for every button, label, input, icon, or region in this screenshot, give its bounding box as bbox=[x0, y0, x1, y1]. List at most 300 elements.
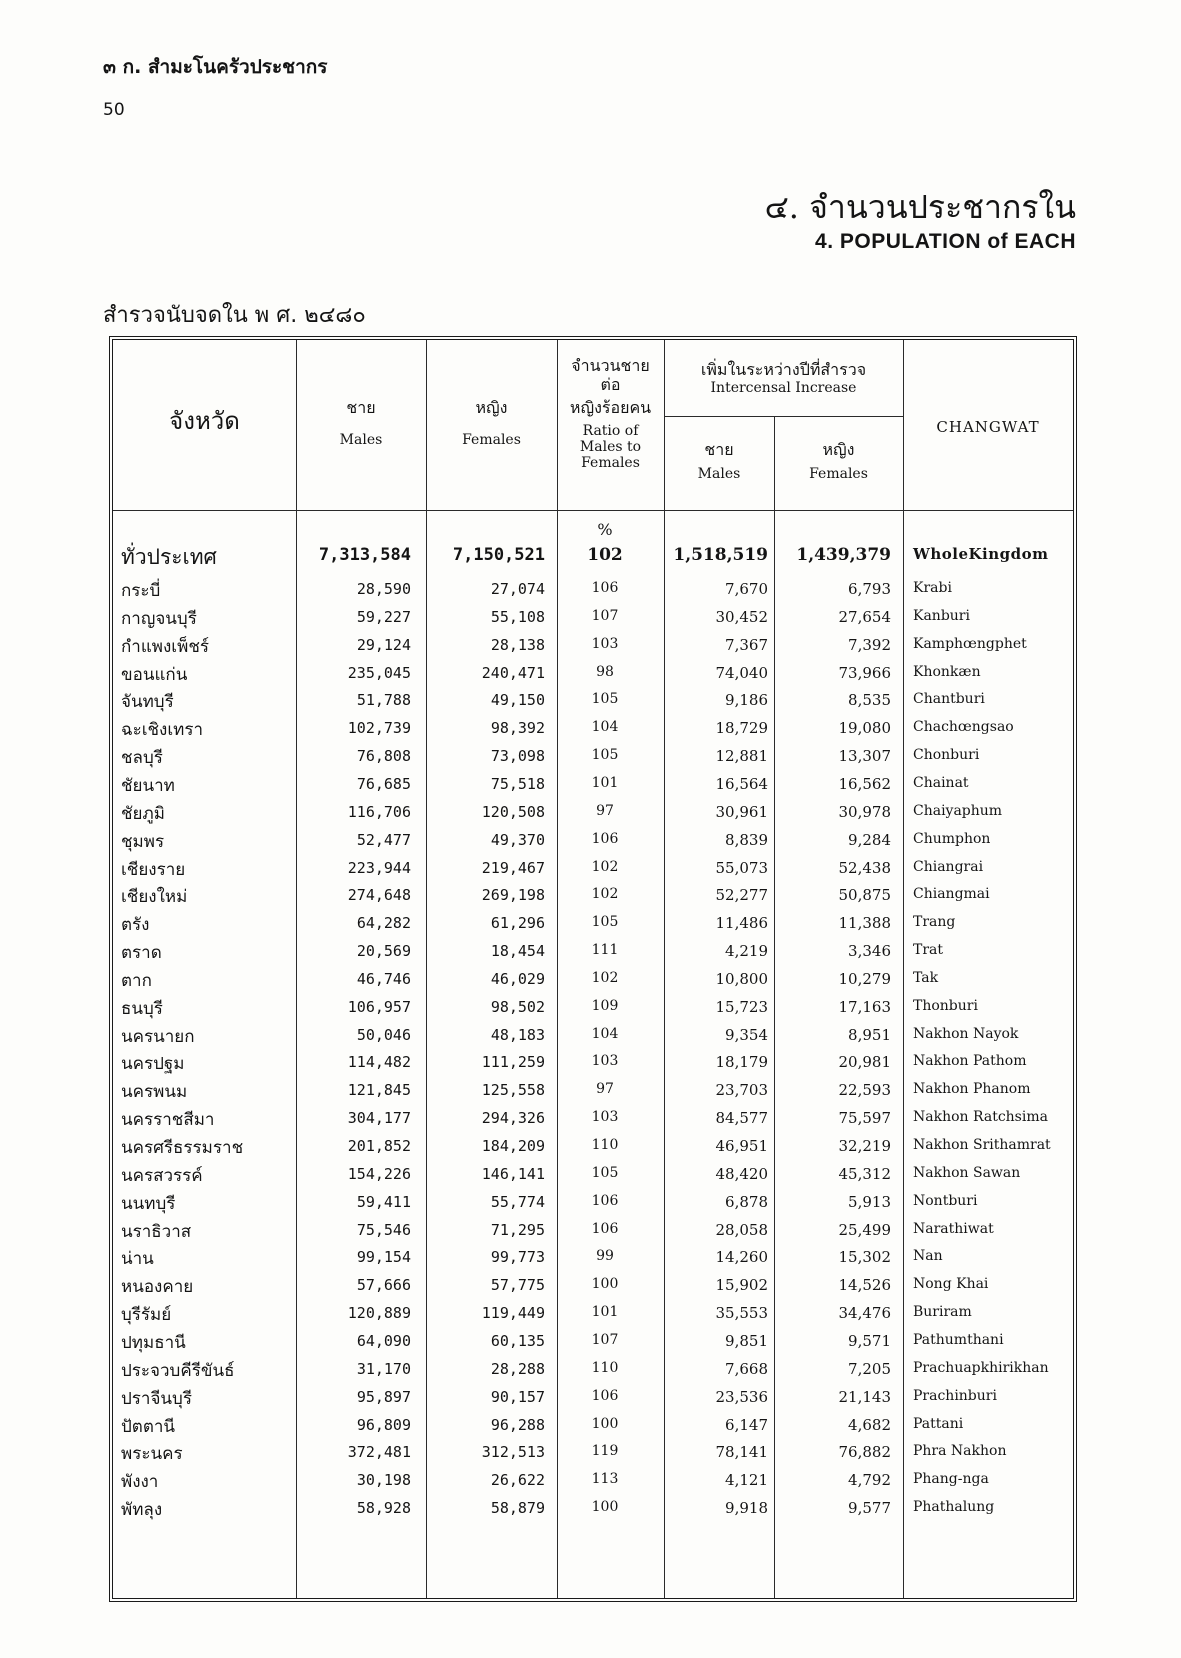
row-inc-males: 48,420 bbox=[715, 1164, 768, 1183]
row-inc-females: 15,302 bbox=[838, 1248, 891, 1267]
header-males-thai: ชาย bbox=[346, 398, 376, 417]
row-changwat-thai: ธนบุรี bbox=[121, 998, 163, 1019]
row-ratio: 107 bbox=[591, 607, 619, 624]
row-females: 28,288 bbox=[490, 1359, 545, 1378]
row-females: 125,558 bbox=[481, 1081, 545, 1100]
row-inc-males: 12,881 bbox=[715, 747, 768, 766]
row-changwat-en: Kamphœngphet bbox=[913, 635, 1027, 652]
total-inc-females: 1,439,379 bbox=[796, 545, 891, 565]
row-ratio: 109 bbox=[591, 997, 619, 1014]
row-inc-males: 9,354 bbox=[725, 1025, 768, 1044]
total-changwat-en: WholeKingdom bbox=[913, 545, 1049, 563]
table-row bbox=[0, 1221, 1181, 1249]
table-row bbox=[0, 998, 1181, 1026]
row-inc-females: 50,875 bbox=[838, 886, 891, 905]
row-inc-males: 9,186 bbox=[725, 691, 768, 710]
header-increase bbox=[664, 360, 903, 398]
row-females: 18,454 bbox=[490, 942, 545, 961]
row-changwat-thai: ชัยนาท bbox=[121, 775, 175, 796]
row-inc-males: 15,902 bbox=[715, 1276, 768, 1295]
row-changwat-en: Nakhon Nayok bbox=[913, 1025, 1019, 1042]
header-ratio-en-3: Females bbox=[581, 455, 640, 471]
header-inc-females-en: Females bbox=[809, 466, 868, 482]
row-inc-males: 8,839 bbox=[725, 830, 768, 849]
table-row bbox=[0, 1388, 1181, 1416]
row-inc-females: 8,535 bbox=[848, 691, 891, 710]
row-males: 29,124 bbox=[356, 635, 411, 654]
total-changwat-thai: ทั่วประเทศ bbox=[121, 545, 217, 569]
row-males: 64,282 bbox=[356, 914, 411, 933]
row-ratio: 106 bbox=[591, 830, 619, 847]
header-ratio-thai-3: หญิงร้อยคน bbox=[569, 398, 652, 417]
row-females: 98,502 bbox=[490, 997, 545, 1016]
row-changwat-en: Narathiwat bbox=[913, 1220, 994, 1237]
row-inc-males: 74,040 bbox=[715, 663, 768, 682]
header-inc-males-en: Males bbox=[697, 466, 741, 482]
row-changwat-thai: ปราจีนบุรี bbox=[121, 1388, 192, 1409]
row-ratio: 119 bbox=[591, 1443, 619, 1460]
row-females: 120,508 bbox=[481, 802, 545, 821]
row-inc-females: 32,219 bbox=[838, 1137, 891, 1155]
header-ratio bbox=[557, 356, 664, 471]
row-females: 219,467 bbox=[481, 858, 545, 877]
row-inc-females: 9,284 bbox=[848, 830, 891, 849]
row-inc-females: 4,792 bbox=[848, 1471, 891, 1490]
row-changwat-thai: ตรัง bbox=[121, 915, 150, 936]
header-changwat-en-label: CHANGWAT bbox=[936, 418, 1040, 436]
row-inc-males: 30,961 bbox=[715, 802, 768, 821]
percent-sign: % bbox=[597, 520, 613, 539]
row-inc-males: 18,179 bbox=[715, 1053, 768, 1072]
row-inc-females: 30,978 bbox=[838, 802, 891, 821]
table-row bbox=[0, 886, 1181, 914]
header-increase-en: Intercensal Increase bbox=[710, 380, 857, 396]
row-males: 46,746 bbox=[356, 969, 411, 988]
running-head: ๓ ก. สำมะโนครัวประชากร bbox=[103, 56, 328, 78]
row-changwat-en: Nontburi bbox=[913, 1192, 978, 1209]
row-ratio: 104 bbox=[591, 1025, 619, 1042]
table-row bbox=[0, 1471, 1181, 1499]
table-row bbox=[0, 942, 1181, 970]
row-males: 201,852 bbox=[347, 1137, 411, 1155]
row-ratio: 105 bbox=[591, 914, 619, 931]
row-males: 76,808 bbox=[356, 747, 411, 766]
table-row bbox=[0, 1193, 1181, 1221]
row-changwat-en: Chainat bbox=[913, 774, 969, 791]
row-inc-males: 16,564 bbox=[715, 774, 768, 793]
row-ratio: 106 bbox=[591, 1387, 619, 1404]
row-inc-females: 14,526 bbox=[838, 1276, 891, 1295]
row-inc-females: 75,597 bbox=[838, 1109, 891, 1128]
row-changwat-thai: ขอนแก่น bbox=[121, 664, 188, 685]
row-females: 294,326 bbox=[481, 1109, 545, 1128]
row-changwat-thai: ตาก bbox=[121, 970, 152, 991]
row-inc-males: 4,219 bbox=[725, 942, 768, 961]
row-changwat-thai: นครนายก bbox=[121, 1026, 195, 1047]
row-changwat-en: Tak bbox=[913, 969, 939, 986]
row-males: 28,590 bbox=[356, 580, 411, 598]
row-inc-males: 9,851 bbox=[725, 1331, 768, 1350]
row-changwat-en: Chaiyaphum bbox=[913, 802, 1003, 819]
row-changwat-en: Buriram bbox=[913, 1304, 972, 1321]
row-changwat-thai: ปทุมธานี bbox=[121, 1332, 186, 1353]
row-ratio: 105 bbox=[591, 1164, 619, 1181]
row-females: 49,150 bbox=[490, 691, 545, 710]
row-females: 75,518 bbox=[490, 774, 545, 793]
row-females: 73,098 bbox=[490, 747, 545, 766]
row-inc-females: 8,951 bbox=[848, 1025, 891, 1044]
row-ratio: 101 bbox=[591, 1304, 619, 1321]
row-inc-females: 20,981 bbox=[838, 1053, 891, 1072]
row-changwat-en: Nakhon Sawan bbox=[913, 1164, 1021, 1181]
header-changwat-thai-label: จังหวัด bbox=[169, 407, 240, 435]
row-females: 90,157 bbox=[490, 1387, 545, 1406]
header-inc-females bbox=[774, 440, 903, 484]
row-males: 64,090 bbox=[356, 1331, 411, 1350]
row-changwat-en: Chonburi bbox=[913, 747, 980, 764]
row-females: 184,209 bbox=[481, 1137, 545, 1155]
row-ratio: 100 bbox=[591, 1276, 619, 1293]
row-changwat-thai: ชัยภูมิ bbox=[121, 803, 165, 824]
row-males: 106,957 bbox=[347, 997, 411, 1016]
row-changwat-en: Nakhon Ratchsima bbox=[913, 1109, 1048, 1126]
row-changwat-thai: นครราชสีมา bbox=[121, 1110, 215, 1131]
total-ratio: 102 bbox=[587, 545, 623, 565]
row-males: 121,845 bbox=[347, 1081, 411, 1100]
row-inc-females: 10,279 bbox=[838, 969, 891, 988]
row-inc-males: 30,452 bbox=[715, 607, 768, 626]
row-inc-males: 6,878 bbox=[725, 1192, 768, 1211]
row-ratio: 110 bbox=[591, 1137, 619, 1153]
row-males: 30,198 bbox=[356, 1471, 411, 1490]
row-changwat-thai: ตราด bbox=[121, 943, 162, 964]
row-males: 59,411 bbox=[356, 1192, 411, 1211]
row-inc-males: 15,723 bbox=[715, 997, 768, 1016]
row-males: 95,897 bbox=[356, 1387, 411, 1406]
row-changwat-en: Chachœngsao bbox=[913, 719, 1014, 736]
row-changwat-thai: ปัตตานี bbox=[121, 1416, 176, 1437]
row-females: 57,775 bbox=[490, 1276, 545, 1295]
table-row bbox=[0, 775, 1181, 803]
row-ratio: 103 bbox=[591, 1109, 619, 1126]
total-males: 7,313,584 bbox=[318, 545, 411, 565]
table-row bbox=[0, 1332, 1181, 1360]
row-inc-females: 6,793 bbox=[848, 580, 891, 598]
table-row bbox=[0, 970, 1181, 998]
row-inc-males: 46,951 bbox=[715, 1137, 768, 1155]
row-changwat-thai: ฉะเชิงเทรา bbox=[121, 720, 204, 741]
row-males: 59,227 bbox=[356, 607, 411, 626]
table-title-thai: ๔. จำนวนประชากรใน bbox=[764, 188, 1076, 226]
header-females-en: Females bbox=[462, 432, 521, 448]
row-changwat-thai: นนทบุรี bbox=[121, 1193, 176, 1214]
table-row bbox=[0, 664, 1181, 692]
row-changwat-thai: กระบี่ bbox=[121, 581, 161, 601]
row-ratio: 100 bbox=[591, 1415, 619, 1432]
row-changwat-thai: กำแพงเพ็ชร์ bbox=[121, 636, 209, 657]
table-row bbox=[0, 1109, 1181, 1137]
row-inc-males: 28,058 bbox=[715, 1220, 768, 1239]
header-females bbox=[426, 398, 557, 450]
row-inc-males: 23,703 bbox=[715, 1081, 768, 1100]
header-inc-females-thai: หญิง bbox=[822, 440, 855, 459]
row-males: 114,482 bbox=[347, 1053, 411, 1072]
row-inc-males: 7,367 bbox=[725, 635, 768, 654]
row-males: 96,809 bbox=[356, 1415, 411, 1434]
row-males: 51,788 bbox=[356, 691, 411, 710]
table-row bbox=[0, 1137, 1181, 1165]
total-females: 7,150,521 bbox=[452, 545, 545, 565]
row-changwat-en: Pattani bbox=[913, 1415, 964, 1432]
row-inc-females: 5,913 bbox=[848, 1192, 891, 1211]
row-inc-males: 14,260 bbox=[715, 1248, 768, 1267]
row-females: 98,392 bbox=[490, 719, 545, 738]
row-males: 58,928 bbox=[356, 1499, 411, 1518]
row-females: 46,029 bbox=[490, 969, 545, 988]
row-females: 58,879 bbox=[490, 1499, 545, 1518]
row-males: 102,739 bbox=[347, 719, 411, 738]
table-row bbox=[0, 636, 1181, 664]
row-females: 119,449 bbox=[481, 1304, 545, 1323]
row-inc-females: 7,392 bbox=[848, 635, 891, 654]
row-ratio: 97 bbox=[596, 1081, 614, 1098]
row-ratio: 97 bbox=[596, 802, 614, 819]
row-inc-males: 55,073 bbox=[715, 858, 768, 877]
row-changwat-en: Chiangmai bbox=[913, 886, 990, 903]
row-changwat-thai: นครศรีธรรมราช bbox=[121, 1138, 244, 1158]
table-row bbox=[0, 859, 1181, 887]
row-males: 274,648 bbox=[347, 886, 411, 905]
row-changwat-en: Nong Khai bbox=[913, 1276, 989, 1293]
row-females: 55,774 bbox=[490, 1192, 545, 1211]
row-males: 223,944 bbox=[347, 858, 411, 877]
row-inc-females: 52,438 bbox=[838, 858, 891, 877]
row-inc-males: 18,729 bbox=[715, 719, 768, 738]
row-changwat-en: Nakhon Pathom bbox=[913, 1053, 1027, 1070]
row-inc-females: 76,882 bbox=[838, 1443, 891, 1462]
row-ratio: 104 bbox=[591, 719, 619, 736]
table-row bbox=[0, 1443, 1181, 1471]
header-males-en: Males bbox=[339, 432, 383, 448]
row-changwat-en: Prachinburi bbox=[913, 1387, 997, 1404]
row-changwat-thai: ประจวบคีรีขันธ์ bbox=[121, 1360, 235, 1381]
row-changwat-en: Nan bbox=[913, 1248, 943, 1265]
row-inc-females: 21,143 bbox=[838, 1387, 891, 1406]
table-row bbox=[0, 1081, 1181, 1109]
row-females: 146,141 bbox=[481, 1164, 545, 1183]
row-ratio: 103 bbox=[591, 635, 619, 652]
row-ratio: 102 bbox=[591, 886, 619, 903]
row-inc-females: 11,388 bbox=[838, 914, 891, 933]
row-ratio: 107 bbox=[591, 1331, 619, 1348]
row-females: 28,138 bbox=[490, 635, 545, 654]
row-ratio: 105 bbox=[591, 747, 619, 764]
table-row-total bbox=[0, 545, 1181, 573]
row-changwat-thai: พัทลุง bbox=[121, 1500, 163, 1521]
row-inc-males: 10,800 bbox=[715, 969, 768, 988]
row-inc-females: 3,346 bbox=[848, 942, 891, 961]
table-row bbox=[0, 1499, 1181, 1527]
row-males: 120,889 bbox=[347, 1304, 411, 1323]
row-males: 235,045 bbox=[347, 663, 411, 682]
header-ratio-thai-1: จำนวนชาย bbox=[571, 356, 650, 375]
row-changwat-thai: กาญจนบุรี bbox=[121, 608, 197, 629]
row-inc-females: 16,562 bbox=[838, 774, 891, 793]
header-changwat-thai bbox=[113, 407, 296, 435]
row-females: 269,198 bbox=[481, 886, 545, 905]
table-title-english: 4. POPULATION of EACH bbox=[815, 230, 1076, 253]
row-inc-males: 23,536 bbox=[715, 1387, 768, 1406]
row-inc-females: 22,593 bbox=[838, 1081, 891, 1100]
row-changwat-en: Chantburi bbox=[913, 691, 985, 708]
header-divider bbox=[664, 416, 903, 417]
header-inc-males-thai: ชาย bbox=[704, 440, 734, 459]
row-changwat-thai: เชียงใหม่ bbox=[121, 887, 188, 908]
row-inc-females: 7,205 bbox=[848, 1359, 891, 1378]
table-row bbox=[0, 1304, 1181, 1332]
row-inc-females: 17,163 bbox=[838, 997, 891, 1016]
row-changwat-en: Trang bbox=[913, 914, 956, 931]
row-changwat-thai: พังงา bbox=[121, 1472, 159, 1493]
row-changwat-en: Krabi bbox=[913, 580, 952, 596]
header-ratio-en-1: Ratio of bbox=[582, 423, 639, 439]
table-row bbox=[0, 831, 1181, 859]
row-inc-males: 78,141 bbox=[715, 1443, 768, 1462]
row-changwat-en: Phathalung bbox=[913, 1499, 995, 1516]
table-row bbox=[0, 1416, 1181, 1444]
row-ratio: 105 bbox=[591, 691, 619, 708]
row-changwat-en: Pathumthani bbox=[913, 1331, 1004, 1348]
row-changwat-thai: ชุมพร bbox=[121, 831, 165, 852]
table-row bbox=[0, 1360, 1181, 1388]
row-changwat-en: Nakhon Srithamrat bbox=[913, 1137, 1051, 1153]
header-bottom-rule bbox=[113, 510, 1073, 511]
census-label: สำรวจนับจดใน พ ศ. ๒๔๘๐ bbox=[103, 303, 366, 328]
header-ratio-en-2: Males to bbox=[579, 439, 642, 455]
row-changwat-thai: นราธิวาส bbox=[121, 1221, 192, 1242]
row-inc-females: 45,312 bbox=[838, 1164, 891, 1183]
table-row bbox=[0, 1276, 1181, 1304]
row-changwat-en: Chumphon bbox=[913, 830, 991, 847]
row-changwat-thai: น่าน bbox=[121, 1249, 154, 1270]
table-row bbox=[0, 608, 1181, 636]
row-males: 20,569 bbox=[356, 942, 411, 961]
row-ratio: 98 bbox=[596, 663, 614, 680]
row-males: 154,226 bbox=[347, 1164, 411, 1183]
table-row bbox=[0, 691, 1181, 719]
row-females: 26,622 bbox=[490, 1471, 545, 1490]
row-females: 111,259 bbox=[481, 1053, 545, 1072]
row-ratio: 102 bbox=[591, 858, 619, 875]
page-number: 50 bbox=[103, 100, 125, 120]
row-inc-males: 4,121 bbox=[725, 1471, 768, 1490]
row-inc-females: 25,499 bbox=[838, 1220, 891, 1239]
row-ratio: 110 bbox=[591, 1359, 619, 1376]
row-ratio: 101 bbox=[591, 774, 619, 791]
table-row bbox=[0, 803, 1181, 831]
row-changwat-en: Phra Nakhon bbox=[913, 1443, 1007, 1460]
table-row bbox=[0, 580, 1181, 608]
row-changwat-thai: นครปฐม bbox=[121, 1054, 185, 1075]
row-changwat-en: Thonburi bbox=[913, 997, 978, 1014]
row-males: 31,170 bbox=[356, 1359, 411, 1378]
row-inc-males: 6,147 bbox=[725, 1415, 768, 1434]
total-inc-males: 1,518,519 bbox=[673, 545, 768, 565]
row-changwat-thai: หนองคาย bbox=[121, 1277, 194, 1298]
row-ratio: 111 bbox=[591, 942, 619, 959]
row-inc-females: 73,966 bbox=[838, 663, 891, 682]
row-ratio: 99 bbox=[596, 1248, 614, 1265]
row-changwat-en: Kanburi bbox=[913, 607, 970, 624]
header-ratio-thai-2: ต่อ bbox=[600, 375, 621, 394]
row-females: 27,074 bbox=[490, 580, 545, 598]
row-inc-males: 11,486 bbox=[715, 914, 768, 933]
row-females: 55,108 bbox=[490, 607, 545, 626]
table-row bbox=[0, 747, 1181, 775]
row-changwat-en: Khonkæn bbox=[913, 663, 981, 680]
table-row bbox=[0, 719, 1181, 747]
row-males: 75,546 bbox=[356, 1220, 411, 1239]
row-inc-females: 27,654 bbox=[838, 607, 891, 626]
row-inc-females: 34,476 bbox=[838, 1304, 891, 1323]
row-males: 99,154 bbox=[356, 1248, 411, 1267]
table-row bbox=[0, 1026, 1181, 1054]
row-changwat-en: Phang-nga bbox=[913, 1471, 989, 1488]
row-inc-males: 9,918 bbox=[725, 1499, 768, 1518]
header-inc-males bbox=[664, 440, 774, 484]
row-inc-females: 13,307 bbox=[838, 747, 891, 766]
row-changwat-thai: เชียงราย bbox=[121, 859, 186, 880]
row-females: 49,370 bbox=[490, 830, 545, 849]
table-row bbox=[0, 1053, 1181, 1081]
row-males: 57,666 bbox=[356, 1276, 411, 1295]
row-inc-males: 35,553 bbox=[715, 1304, 768, 1323]
row-ratio: 102 bbox=[591, 969, 619, 986]
row-males: 50,046 bbox=[356, 1025, 411, 1044]
row-males: 304,177 bbox=[347, 1109, 411, 1128]
row-males: 76,685 bbox=[356, 774, 411, 793]
row-inc-females: 4,682 bbox=[848, 1415, 891, 1434]
header-changwat-en bbox=[903, 418, 1073, 437]
row-ratio: 100 bbox=[591, 1499, 619, 1516]
row-females: 48,183 bbox=[490, 1025, 545, 1044]
row-males: 372,481 bbox=[347, 1443, 411, 1462]
row-changwat-en: Chiangrai bbox=[913, 858, 984, 875]
row-inc-females: 9,571 bbox=[848, 1331, 891, 1350]
row-ratio: 106 bbox=[591, 1192, 619, 1209]
row-ratio: 106 bbox=[591, 580, 619, 596]
row-changwat-en: Trat bbox=[913, 942, 944, 959]
row-changwat-en: Nakhon Phanom bbox=[913, 1081, 1031, 1098]
row-females: 312,513 bbox=[481, 1443, 545, 1462]
row-changwat-en: Prachuapkhirikhan bbox=[913, 1359, 1049, 1376]
row-changwat-thai: จันทบุรี bbox=[121, 692, 174, 713]
row-males: 52,477 bbox=[356, 830, 411, 849]
row-inc-males: 52,277 bbox=[715, 886, 768, 905]
row-inc-females: 9,577 bbox=[848, 1499, 891, 1518]
row-inc-males: 7,668 bbox=[725, 1359, 768, 1378]
row-inc-males: 84,577 bbox=[715, 1109, 768, 1128]
row-ratio: 106 bbox=[591, 1220, 619, 1237]
row-inc-females: 19,080 bbox=[838, 719, 891, 738]
header-increase-thai: เพิ่มในระหว่างปีที่สำรวจ bbox=[700, 360, 867, 379]
row-changwat-thai: นครสวรรค์ bbox=[121, 1165, 203, 1186]
row-ratio: 113 bbox=[591, 1471, 619, 1488]
row-changwat-thai: บุรีรัมย์ bbox=[121, 1305, 172, 1326]
header-females-thai: หญิง bbox=[475, 398, 508, 417]
row-females: 60,135 bbox=[490, 1331, 545, 1350]
row-females: 71,295 bbox=[490, 1220, 545, 1239]
